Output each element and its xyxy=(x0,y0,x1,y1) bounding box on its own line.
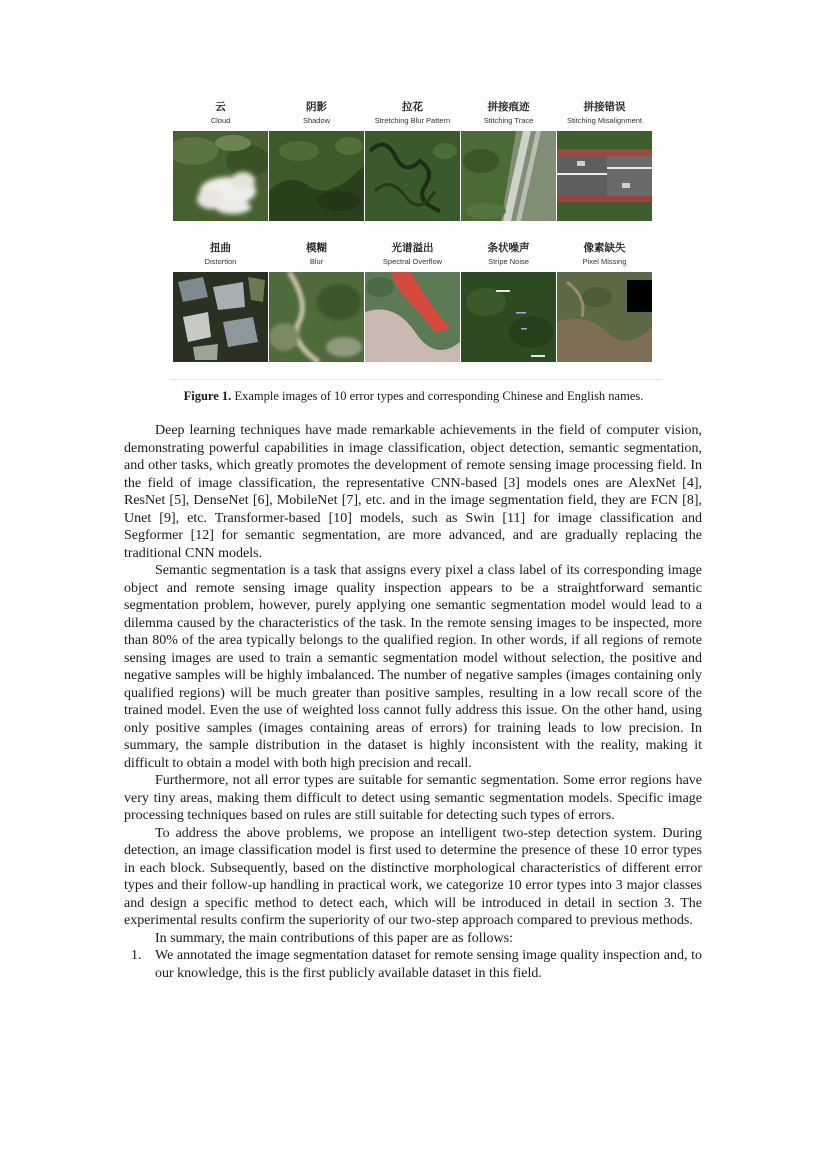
panel-distortion xyxy=(173,241,268,362)
stretching-blur-image xyxy=(365,131,460,221)
figure-1 xyxy=(170,100,662,381)
paragraph: To address the above problems, we propose an intelligent two-step detection system. During detection, an image classification model is first used to determine the presence of these 10 error types in each block. Subsequently, based on the distinctive morphological characteristics of different error types and their follow-up handling in practical work, we categorize 10 error types into 3 major classes and design a specific method to detect each, which will be introduced in detail in section 3. The experimental results confirm the superiority of our two-step approach compared to previous methods. xyxy=(124,825,702,928)
panel-spectral-overflow xyxy=(365,241,460,362)
stitching-misalignment-image xyxy=(557,131,652,221)
list-item xyxy=(124,947,702,982)
caption-text: Example images of 10 error types and corresponding Chinese and English names. xyxy=(231,389,644,403)
figure-row-1 xyxy=(170,100,662,240)
panel-blur xyxy=(269,241,364,362)
figure-divider xyxy=(170,379,662,380)
cloud-image xyxy=(173,131,268,221)
spectral-overflow-image xyxy=(365,272,460,362)
panel-label-zh: 拼接错误 xyxy=(583,101,626,113)
body-text xyxy=(124,422,702,982)
panel-label-zh: 拉花 xyxy=(402,101,423,113)
panel-label-en: Stitching Trace xyxy=(483,116,534,125)
panel-label-en: Stretching Blur Pattern xyxy=(374,116,451,125)
distortion-image xyxy=(173,272,268,362)
panel-label-zh: 拼接痕迹 xyxy=(487,101,530,113)
panel-shadow xyxy=(269,100,364,221)
panel-pixel-missing xyxy=(557,241,652,362)
panel-stripe-noise xyxy=(461,241,556,362)
panel-label-zh: 模糊 xyxy=(306,242,327,254)
panel-cloud xyxy=(173,100,268,221)
stripe-noise-image xyxy=(461,272,556,362)
paragraph: Semantic segmentation is a task that assigns every pixel a class label of its corresponding image object and remote sensing image quality inspection appears to be a straightforward semantic segmentation problem, however, purely applying one semantic segmentation model would lead to a dilemma caused by the characteristics of the task. In the remote sensing images to be inspected, more than 80% of the area typically belongs to the qualified region. In other words, if all regions of remote sensing images are used to train a semantic segmentation model without selection, the positive and negative samples will be highly imbalanced. The number of negative samples (images containing only qualified regions) will be much greater than positive samples, resulting in a low recall score of the trained model. Even the use of weighted loss cannot fully address this issue. On the other hand, using only positive samples (images containing areas of errors) for training leads to low precision. In summary, the sample distribution in the dataset is highly inconsistent with the reality, making it difficult to obtain a model with both high precision and recall. xyxy=(124,563,702,771)
pixel-missing-image xyxy=(557,272,652,362)
stitching-trace-image xyxy=(461,131,556,221)
panel-label-zh: 阴影 xyxy=(306,101,327,113)
panel-label-en: Stripe Noise xyxy=(488,257,529,266)
panel-stitching-misalignment xyxy=(557,100,652,221)
panel-label-zh: 光谱溢出 xyxy=(391,242,434,254)
panel-label-zh: 像素缺失 xyxy=(583,242,626,254)
contributions-list xyxy=(124,947,702,982)
paragraph: Furthermore, not all error types are suitable for semantic segmentation. Some error regions have very tiny areas, making them difficult to detect using semantic segmentation models. Specific image processing techniques based on rules are still suitable for detecting such types of errors. xyxy=(124,773,702,823)
panel-label-en: Distortion xyxy=(204,257,237,266)
panel-label-en: Blur xyxy=(309,257,324,266)
panel-stretching-blur xyxy=(365,100,460,221)
panel-label-zh: 条状噪声 xyxy=(487,242,530,254)
list-number: 1. xyxy=(131,948,142,963)
blur-image xyxy=(269,272,364,362)
panel-label-zh: 扭曲 xyxy=(210,242,231,254)
shadow-image xyxy=(269,131,364,221)
panel-label-zh: 云 xyxy=(215,101,226,113)
panel-label-en: Spectral Overflow xyxy=(382,257,443,266)
panel-label-en: Shadow xyxy=(302,116,331,125)
panel-label-en: Pixel Missing xyxy=(582,257,627,266)
panel-stitching-trace xyxy=(461,100,556,221)
paragraph: In summary, the main contributions of this paper are as follows: xyxy=(155,930,513,946)
list-text: We annotated the image segmentation dataset for remote sensing image quality inspection and, to our knowledge, this is the first publicly available dataset in this field. xyxy=(155,948,702,981)
figure-row-2 xyxy=(170,241,662,381)
paragraph: Deep learning techniques have made remarkable achievements in the field of computer vision, demonstrating powerful capabilities in image classification, object detection, semantic segmentation, and other tasks, which greatly promotes the development of remote sensing image processing field. In the field of image classification, the representative CNN-based [3] models ones are AlexNet [4], ResNet [5], DenseNet [6], MobileNet [7], etc. and in the image segmentation field, they are FCN [8], Unet [9], etc. Transformer-based [10] models, such as Swin [11] for image classification and Segformer [12] for semantic segmentation, are more advanced, and are gradually replacing the traditional CNN models. xyxy=(124,423,702,561)
caption-label: Figure 1. xyxy=(183,389,232,403)
panel-label-en: Stitching Misalignment xyxy=(566,116,643,125)
figure-caption xyxy=(0,389,827,404)
panel-label-en: Cloud xyxy=(210,116,231,125)
